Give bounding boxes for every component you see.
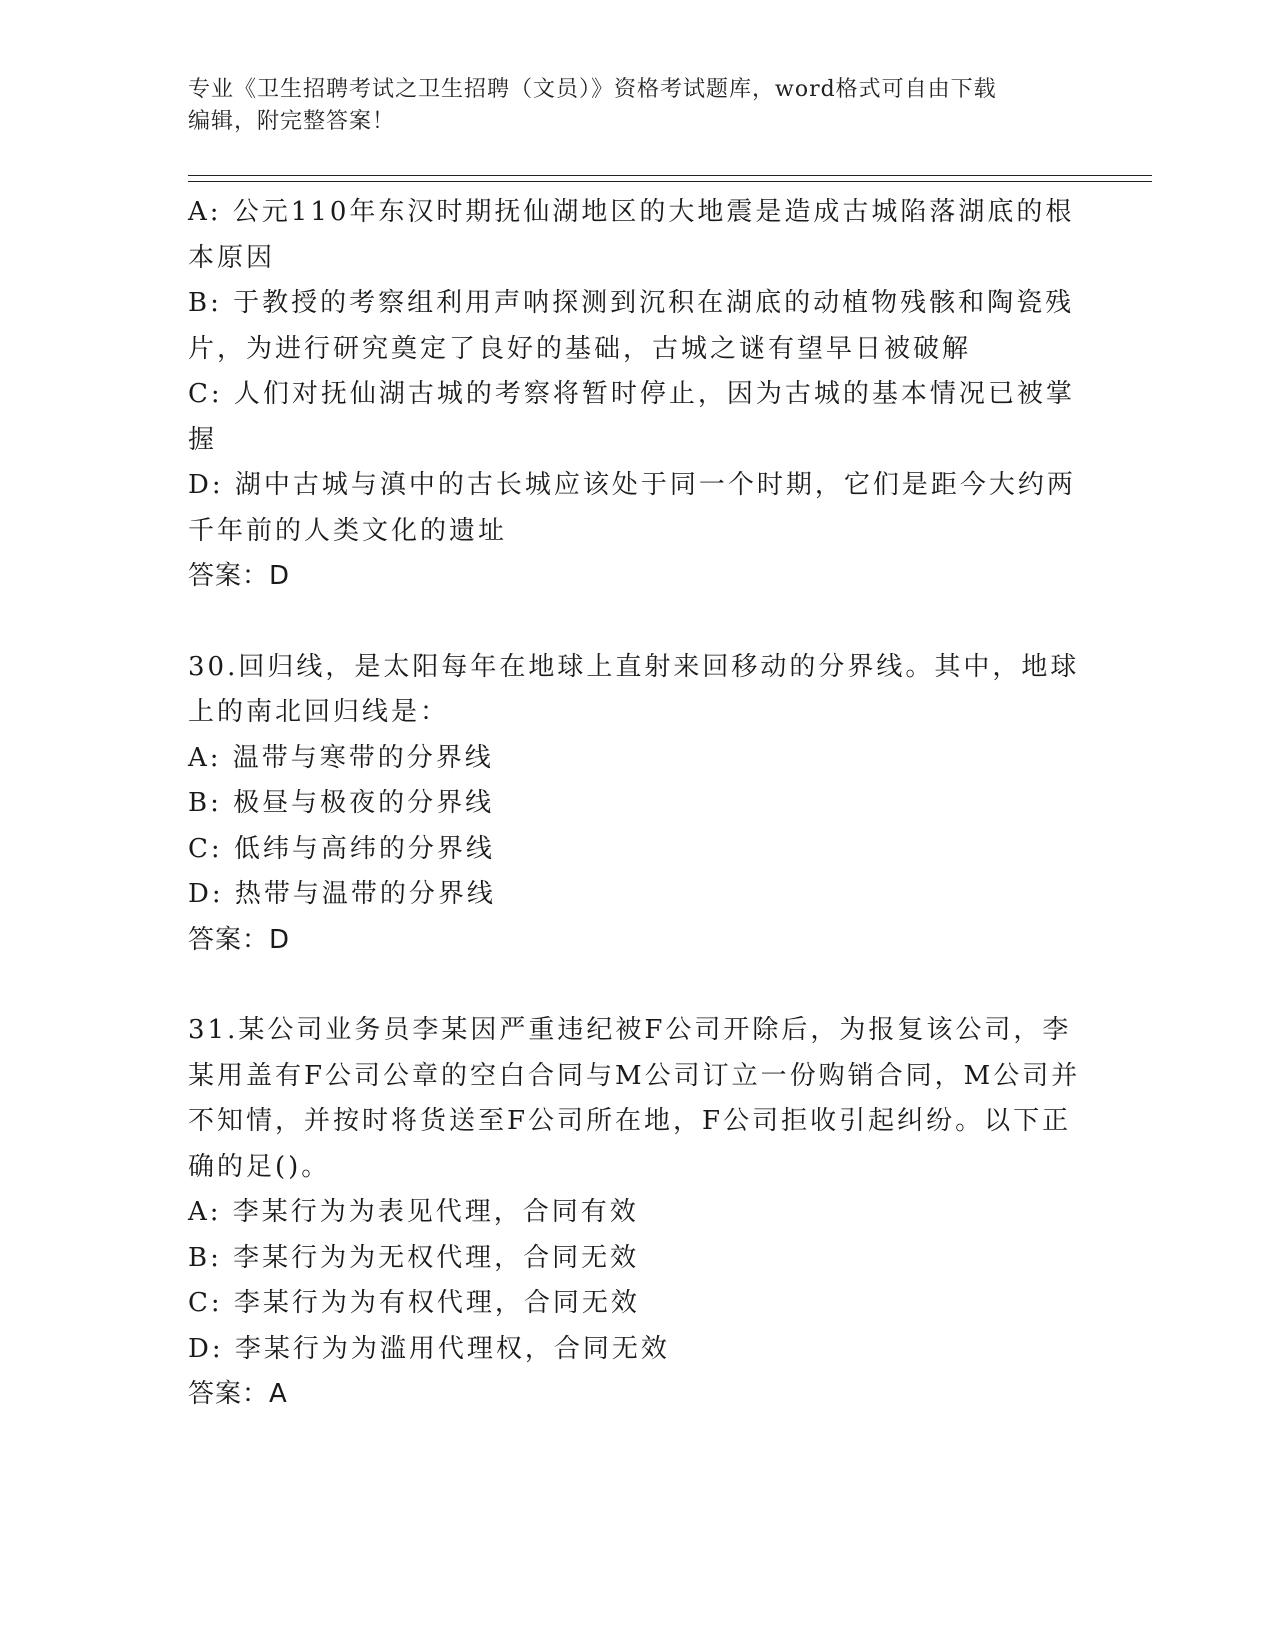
question-spacer xyxy=(188,963,1078,1008)
q31-stem-line-2: 某用盖有F公司公章的空白合同与M公司订立一份购销合同，M公司并 xyxy=(188,1060,1081,1091)
q30-option-d: D: 热带与温带的分界线 xyxy=(188,879,496,909)
q29-answer: 答案：D xyxy=(188,561,291,591)
q30-stem-line-2: 上的南北回归线是： xyxy=(188,697,450,727)
q29-option-c-line-1: C: 人们对抚仙湖古城的考察将暂时停止，因为古城的基本情况已被掌 xyxy=(188,379,1075,409)
q29-option-a xyxy=(188,190,1078,281)
document-header xyxy=(188,74,1068,138)
q30-option-a: A: 温带与寒带的分界线 xyxy=(188,742,494,773)
q30-option-c: C: 低纬与高纬的分界线 xyxy=(188,833,495,864)
q31-answer: 答案：A xyxy=(188,1379,288,1409)
question-31 xyxy=(188,1008,1081,1418)
q31-option-d: D: 李某行为为滥用代理权，合同无效 xyxy=(188,1333,670,1364)
q29-option-d-line-1: D: 湖中古城与滇中的古长城应该处于同一个时期，它们是距今大约两 xyxy=(188,470,1076,500)
header-divider-bottom xyxy=(188,181,1152,182)
header-line-1: 专业《卫生招聘考试之卫生招聘（文员）》资格考试题库，word格式可自由下载 xyxy=(188,77,997,102)
q31-option-b: B: 李某行为为无权代理，合同无效 xyxy=(188,1242,640,1273)
q31-stem-line-1: 31.某公司业务员李某因严重违纪被F公司开除后，为报复该公司，李 xyxy=(188,1015,1072,1045)
q31-option-c: C: 李某行为为有权代理，合同无效 xyxy=(188,1288,640,1318)
q31-option-a: A: 李某行为为表见代理，合同有效 xyxy=(188,1197,639,1227)
header-line-2: 编辑，附完整答案！ xyxy=(188,109,396,134)
q29-option-a-line-2: 本原因 xyxy=(188,242,276,273)
q29-option-c xyxy=(188,372,1078,463)
q29-option-d-line-2: 千年前的人类文化的遗址 xyxy=(188,515,508,546)
q29-option-d xyxy=(188,463,1078,554)
q31-stem-line-3: 不知情，并按时将货送至F公司所在地，F公司拒收引起纠纷。以下正 xyxy=(188,1106,1072,1136)
q29-option-a-line-1: A: 公元110年东汉时期抚仙湖地区的大地震是造成古城陷落湖底的根 xyxy=(188,197,1075,227)
q30-answer: 答案：D xyxy=(188,924,291,955)
q30-stem-line-1: 30.回归线，是太阳每年在地球上直射来回移动的分界线。其中，地球 xyxy=(188,651,1080,682)
question-content xyxy=(188,190,1081,1418)
question-spacer xyxy=(188,600,1078,645)
q30-option-b: B: 极昼与极夜的分界线 xyxy=(188,788,495,818)
question-30 xyxy=(188,645,1078,964)
q29-option-b-line-1: B: 于教授的考察组利用声呐探测到沉积在湖底的动植物残骸和陶瓷残 xyxy=(188,288,1075,318)
q31-stem-line-4: 确的足()。 xyxy=(188,1151,331,1182)
header-divider-top xyxy=(188,175,1152,176)
q29-option-b xyxy=(188,281,1078,372)
q29-option-b-line-2: 片，为进行研究奠定了良好的基础，古城之谜有望早日被破解 xyxy=(188,333,972,364)
q29-option-c-line-2: 握 xyxy=(188,424,218,455)
question-29 xyxy=(188,190,1078,600)
